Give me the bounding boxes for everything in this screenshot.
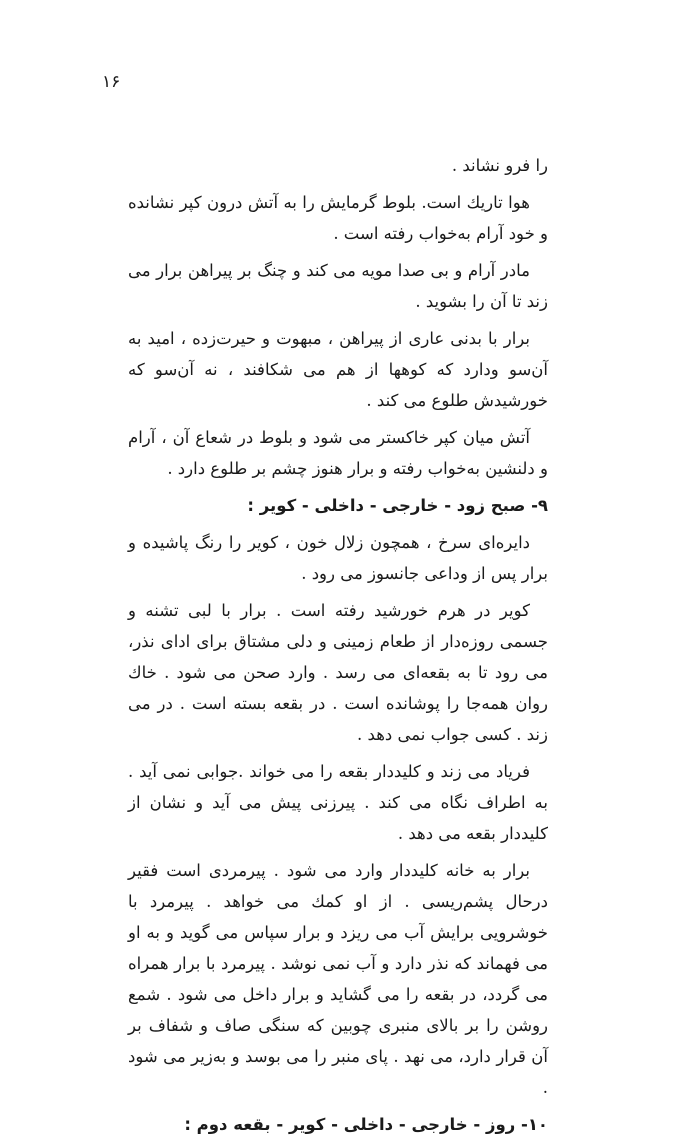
scene-heading: ۹- صبح زود - خارجی - داخلی - کویر :	[247, 496, 548, 515]
paragraph: هوا تاریك است. بلوط گرمایش را به آتش درون کپر نشانده و خود آرام به‌خواب رفته است .	[128, 193, 548, 243]
paragraph: برار با بدنی عاری از پیراهن ، مبهوت و حیرت‌زده ، امید به آن‌سو و‌دارد که کوهها از هم می شکافند ، نه آن‌سو که خورشیدش طلوع می کند .	[128, 329, 548, 410]
paragraph: آتش میان کپر خاکستر می شود و بلوط در شعاع آن ، آرام و دلنشین به‌خواب رفته و برار هنوز چشم بر طلوع دارد .	[128, 428, 548, 478]
page-number: ۱۶	[102, 72, 121, 92]
paragraph: فریاد می زند و کلیددار بقعه را می خواند .جوابی نمی آید . به اطراف نگاه می کند . پیرزنی پیش می آید و نشان از کلیددار بقعه می دهد .	[128, 762, 548, 843]
paragraph: کویر در هرم خورشید رفته است . برار با لبی تشنه و جسمی روزه‌دار از طعام زمینی و دلی مشتاق برای ادای نذر، می رود تا به بقعه‌ای می رسد . وارد صحن می شود . خاك روان همه‌جا را پوشانده است . در بقعه بسته است . در می زند . کسی جواب نمی دهد .	[128, 601, 548, 744]
scene-heading: ۱۰- روز - خارجی - داخلی - کویر - بقعه دوم :	[184, 1115, 548, 1134]
paragraph: را فرو نشاند .	[451, 156, 548, 175]
body-text	[128, 150, 548, 1146]
paragraph: دایره‌ای سرخ ، همچون زلال خون ، کویر را رنگ پاشیده و برار پس از وداعی جانسوز می رود .	[128, 533, 548, 583]
paragraph: برار به خانه کلیددار وارد می شود . پیرمردی است فقیر درحال پشم‌ریسی . از او کمك می خواهد . پیرمرد با خوشرویی برایش آب می ریزد و برار سپاس می گوید و به او می فهماند که نذر دارد و آب نمی نوشد . پیرمرد با برار همراه می گردد، در بقعه را می گشاید و برار داخل می شود . شمع روشن را بر بالای منبری چوبین که سنگی صاف و شفاف بر آن قرار دارد، می نهد . پای منبر را می بوسد و به‌زیر می شود .	[128, 861, 548, 1097]
paragraph: مادر آرام و بی صدا مویه می کند و چنگ بر پیراهن برار می زند تا آن را بشوید .	[128, 261, 548, 311]
